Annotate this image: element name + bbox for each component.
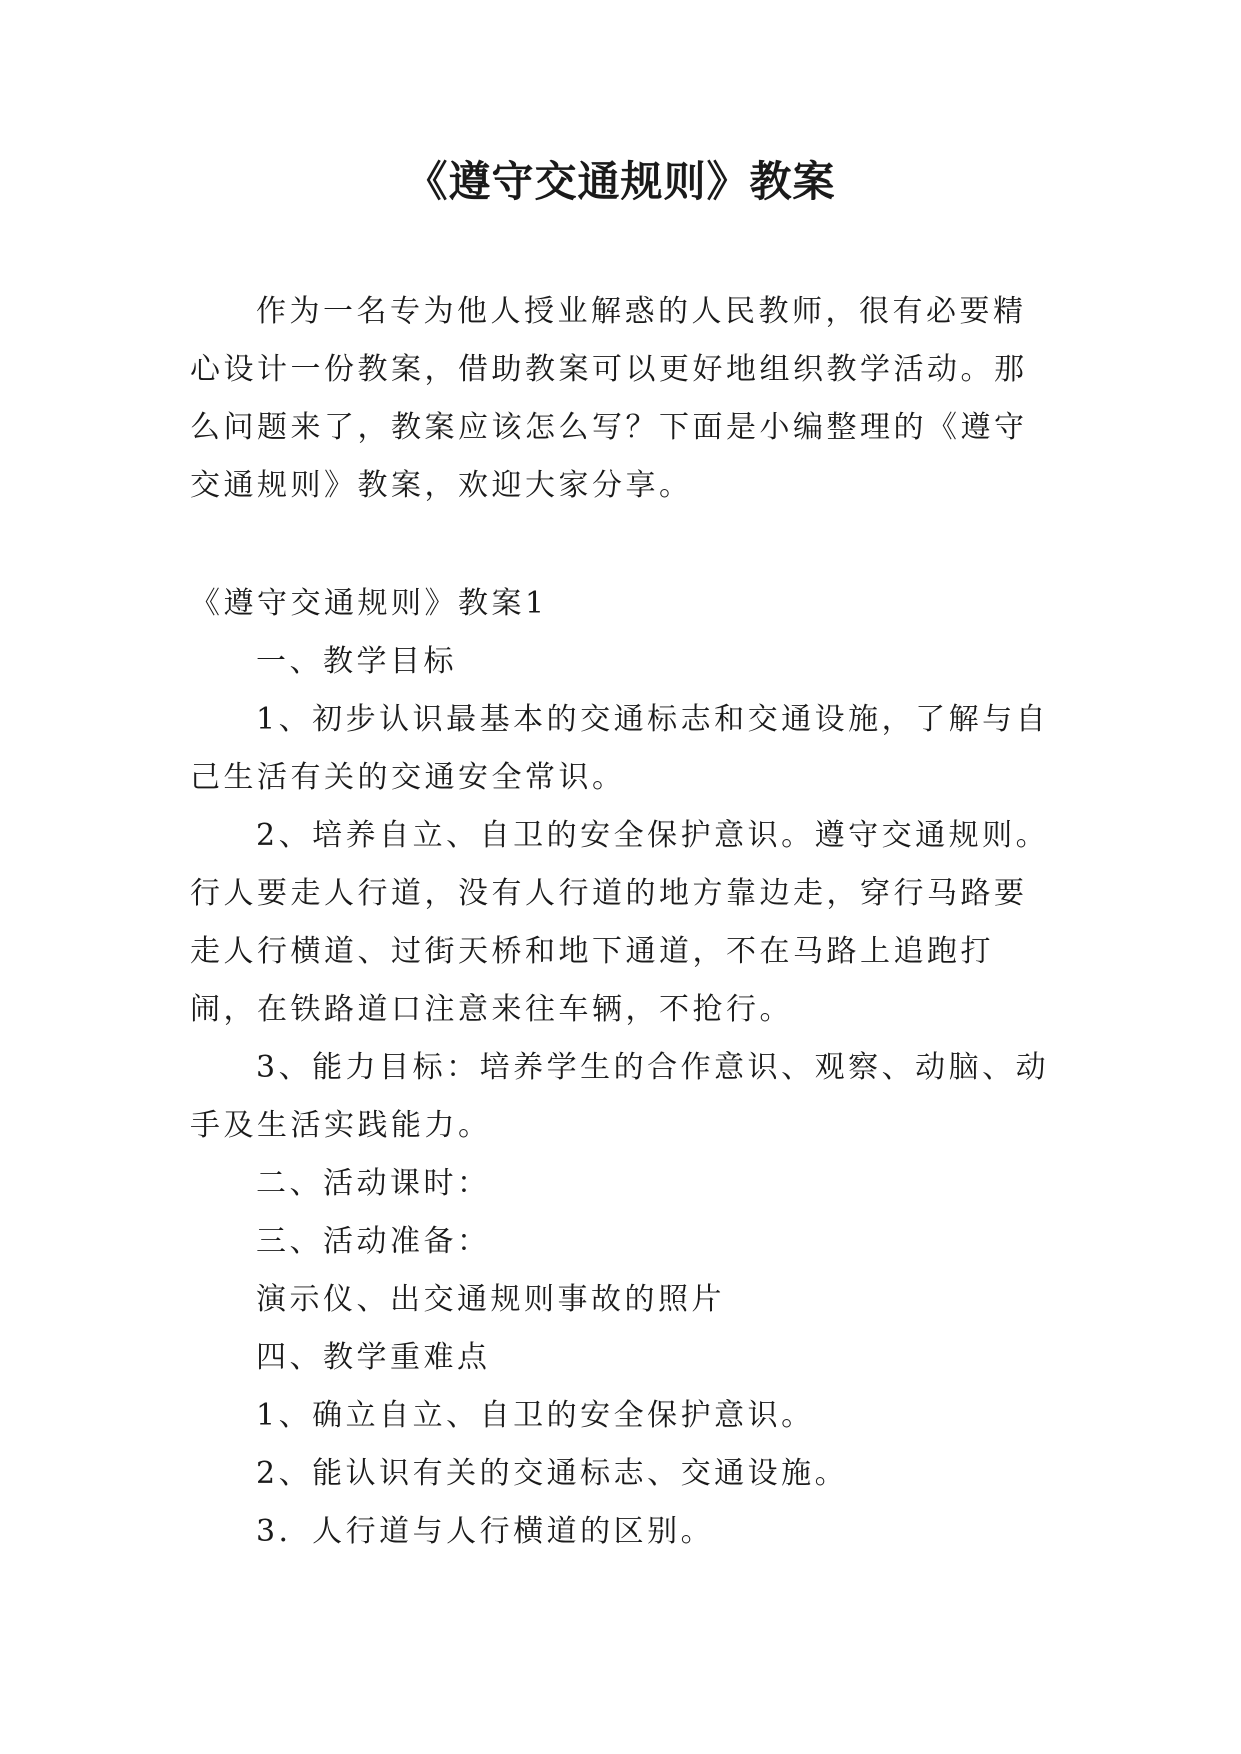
body-paragraph: 2、能认识有关的交通标志、交通设施。	[256, 1456, 849, 1491]
body-paragraph: 1、确立自立、自卫的安全保护意识。	[256, 1398, 815, 1433]
body-paragraph: 3、能力目标：培养学生的合作意识、观察、动脑、动手及生活实践能力。	[190, 1050, 1050, 1143]
body-paragraph: 演示仪、出交通规则事故的照片	[256, 1282, 725, 1317]
body-paragraph: 三、活动准备：	[256, 1224, 491, 1259]
section-heading: 《遵守交通规则》教案1	[190, 586, 548, 621]
body-paragraph: 2、培养自立、自卫的安全保护意识。遵守交通规则。行人要走人行道，没有人行道的地方靠边走，穿行马路要走人行横道、过街天桥和地下通道，不在马路上追跑打闹，在铁路道口注意来往车辆，不抢行。	[190, 818, 1050, 1027]
body-paragraph: 1、初步认识最基本的交通标志和交通设施，了解与自己生活有关的交通安全常识。	[190, 702, 1050, 795]
body-paragraph: 二、活动课时：	[256, 1166, 491, 1201]
body-paragraph: 一、教学目标	[256, 644, 457, 679]
body-paragraph: 四、教学重难点	[256, 1340, 491, 1375]
document-body	[190, 575, 1050, 1561]
body-paragraph: 3．人行道与人行横道的区别。	[256, 1514, 715, 1549]
document-title: 《遵守交通规则》教案	[405, 157, 836, 206]
intro-paragraph: 作为一名专为他人授业解惑的人民教师，很有必要精心设计一份教案，借助教案可以更好地组织教学活动。那么问题来了，教案应该怎么写？下面是小编整理的《遵守交通规则》教案，欢迎大家分享。	[190, 294, 1028, 503]
